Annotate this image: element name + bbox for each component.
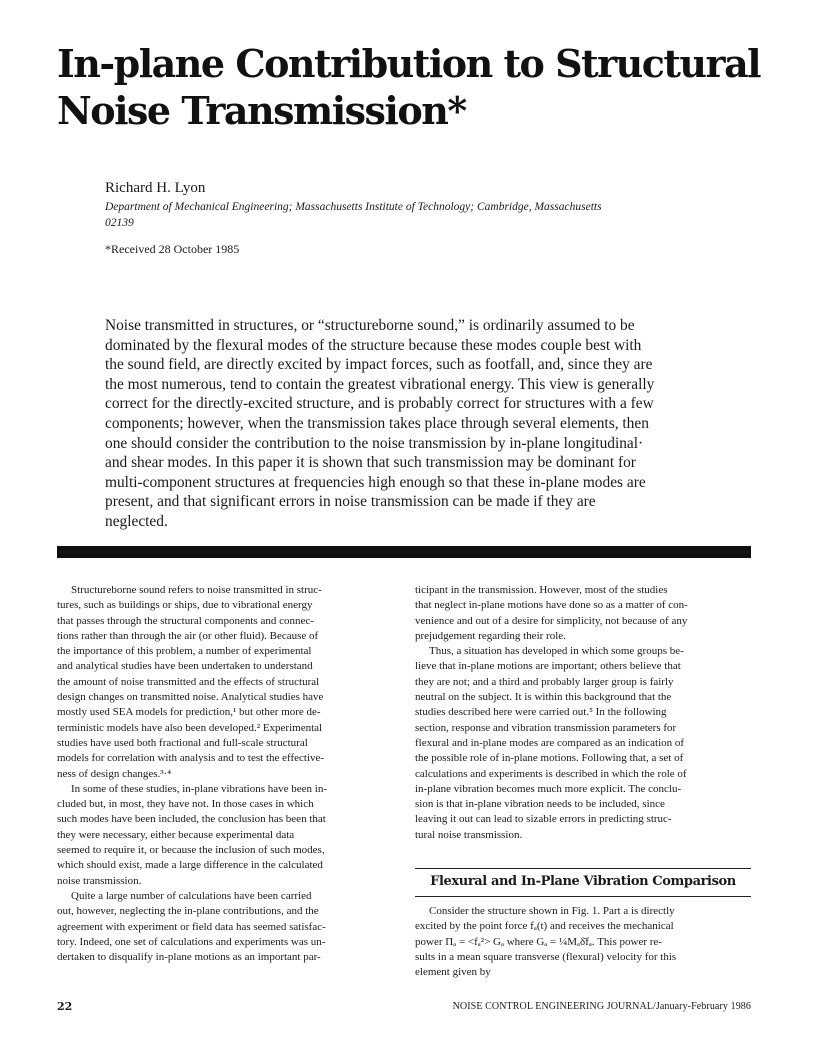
title-line-1: In-plane Contribution to Structural: [57, 41, 761, 86]
body-line: tions rather than through the air (or other fluid). Because of: [57, 629, 319, 642]
body-line: studies described here were carried out.⁵ In the following: [415, 706, 667, 719]
body-line: ticipant in the transmission. However, most of the studies: [415, 584, 668, 596]
body-line: in-plane vibration becomes much more explicit. The conclu-: [415, 782, 682, 795]
body-line: that passes through the structural components and connec-: [57, 614, 314, 627]
section-rule-bottom: [415, 896, 751, 897]
abstract-line: one should consider the contribution to the noise transmission by in-plane longitudinal·: [105, 434, 644, 452]
body-line: flexural and in-plane modes are compared as an indication of: [415, 736, 685, 749]
body-line: Quite a large number of calculations have been carried: [71, 889, 312, 902]
body-line: models for correlation with analysis and to test the effective-: [57, 752, 325, 765]
body-line: design changes on transmitted noise. Analytical studies have: [57, 691, 324, 704]
body-line: calculations and experiments is described in which the role of: [415, 767, 687, 780]
abstract-line: Noise transmitted in structures, or “structureborne sound,” is ordinarily assumed to be: [105, 317, 635, 334]
abstract-divider-bar: [57, 546, 751, 558]
body-line: Consider the structure shown in Fig. 1. Part a is directly: [429, 905, 675, 917]
abstract-line: and shear modes. In this paper it is shown that such transmission may be dominant for: [105, 454, 636, 472]
body-line: element given by: [415, 966, 491, 979]
body-column-right: [415, 583, 751, 843]
body-line: the possible role of in-plane motions. Following that, a set of: [415, 752, 684, 765]
abstract-line: multi-component structures at frequencies high enough so that these in-plane modes are: [105, 473, 646, 491]
body-line: Structureborne sound refers to noise transmitted in struc-: [71, 584, 322, 596]
body-line: venience and out of a desire for simplicity, not because of any: [415, 614, 688, 627]
body-line: lieve that in-plane motions are important; others believe that: [415, 660, 681, 673]
body-line: seemed to require it, or because the inclusion of such modes,: [57, 844, 325, 857]
journal-footer: NOISE CONTROL ENGINEERING JOURNAL/January-February 1986: [452, 1001, 751, 1012]
body-line: agreement with experiment or field data has seemed satisfac-: [57, 920, 326, 933]
article-title: [57, 40, 777, 134]
body-line: such modes have been included, the conclusion has been that: [57, 813, 326, 826]
body-line: they are not; and a third and probably larger group is fairly: [415, 675, 674, 688]
body-line: which should exist, made a large difference in the calculated: [57, 859, 323, 872]
body-line: dertaken to disqualify in-plane motions as an important par-: [57, 951, 321, 964]
title-line-2: Noise Transmission*: [57, 88, 466, 133]
body-line: tory. Indeed, one set of calculations and experiments was un-: [57, 935, 326, 948]
body-line: Thus, a situation has developed in which some groups be-: [429, 645, 684, 658]
body-line: they were necessary, either because experimental data: [57, 828, 295, 841]
body-line: tural noise transmission.: [415, 828, 523, 841]
body-line: section, response and vibration transmission parameters for: [415, 721, 677, 734]
body-line: tures, such as buildings or ships, due to vibrational energy: [57, 599, 313, 612]
body-line: mostly used SEA models for prediction,¹ but other more de-: [57, 706, 321, 719]
author-name: Richard H. Lyon: [105, 180, 206, 196]
body-column-left: [57, 583, 393, 965]
abstract-line: present, and that significant errors in noise transmission can be made if they are: [105, 493, 596, 511]
affiliation-line: 02139: [105, 217, 134, 229]
abstract-line: correct for the directly-excited structure, and is probably correct for structures with a few: [105, 395, 654, 413]
abstract: [105, 316, 725, 532]
body-line: noise transmission.: [57, 874, 142, 887]
author-affiliation: [105, 199, 725, 231]
abstract-line: components; however, when the transmission takes place through several elements, then: [105, 414, 649, 432]
body-line: ness of design changes.³·⁴: [57, 767, 172, 780]
body-line: out, however, neglecting the in-plane contributions, and the: [57, 905, 319, 918]
body-line: the amount of noise transmitted and the effects of structural: [57, 675, 320, 688]
body-line: sults in a mean square transverse (flexural) velocity for this: [415, 950, 677, 963]
page-number: 22: [57, 1000, 73, 1013]
body-line: that neglect in-plane motions have done so as a matter of con-: [415, 599, 688, 612]
abstract-line: neglected.: [105, 512, 168, 530]
body-line: power Πₐ = <fₐ²> Gₐ where Gₐ = ¼Mₐδ̄fₐ. This power re-: [415, 935, 662, 948]
body-line: terministic models have also been developed.² Experimental: [57, 721, 323, 734]
body-line: and analytical studies have been undertaken to understand: [57, 660, 313, 673]
section-body: [415, 904, 751, 980]
abstract-line: the sound field, are directly excited by impact forces, such as footfall, and, since they are: [105, 356, 653, 374]
body-line: cluded but, in most, they have not. In those cases in which: [57, 798, 314, 811]
body-line: prejudgement regarding their role.: [415, 629, 566, 642]
abstract-line: dominated by the flexural modes of the structure because these modes couple best with: [105, 336, 642, 354]
abstract-line: the most numerous, tend to contain the greatest vibrational energy. This view is generally: [105, 375, 655, 393]
body-line: the importance of this problem, a number of experimental: [57, 645, 312, 658]
affiliation-line: Department of Mechanical Engineering; Massachusetts Institute of Technology; Cambridge, Massachusetts: [105, 201, 602, 213]
body-line: leaving it out can lead to sizable errors in predicting struc-: [415, 813, 672, 826]
body-line: sion is that in-plane vibration needs to be included, since: [415, 798, 665, 811]
body-line: neutral on the subject. It is within this background that the: [415, 691, 672, 704]
body-line: excited by the point force fₐ(t) and receives the mechanical: [415, 920, 674, 933]
body-line: studies have used both fractional and full-scale structural: [57, 736, 308, 749]
body-line: In some of these studies, in-plane vibrations have been in-: [71, 782, 327, 795]
received-date: *Received 28 October 1985: [105, 242, 240, 256]
section-rule-top: [415, 868, 751, 869]
section-heading: Flexural and In-Plane Vibration Comparison: [430, 874, 736, 889]
